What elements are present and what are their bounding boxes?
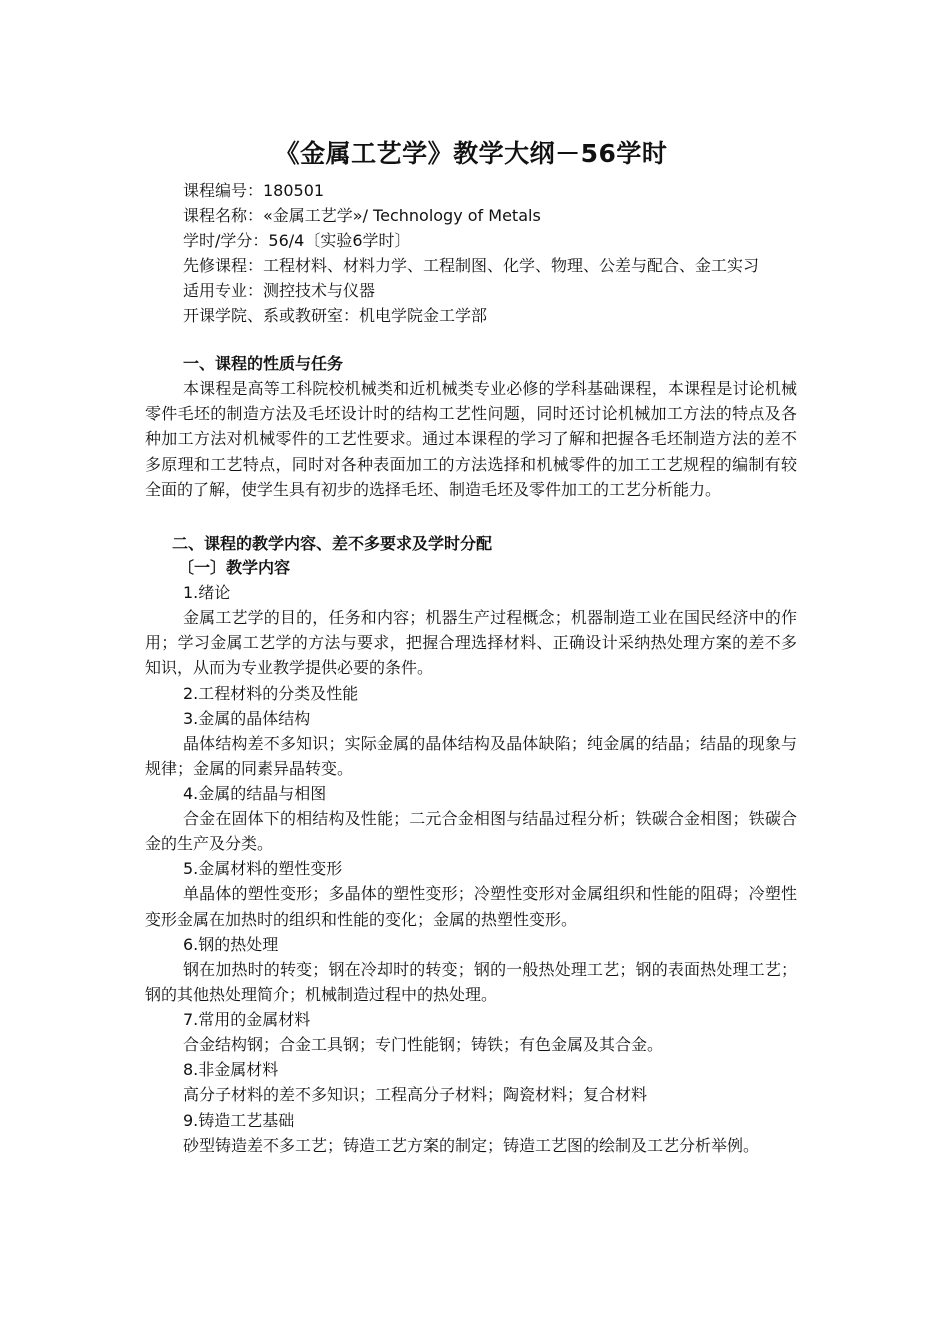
list-item-body: 合金结构钢；合金工具钢；专门性能钢；铸铁；有色金属及其合金。 [183, 1035, 664, 1055]
course-prerequisites: 先修课程：工程材料、材料力学、工程制图、化学、物理、公差与配合、金工实习 [183, 256, 760, 275]
list-item-title: 6.钢的热处理 [183, 934, 279, 954]
course-hours: 学时/学分：56/4〔实验6学时〕 [183, 231, 411, 250]
list-item-title: 1.绪论 [183, 583, 231, 603]
list-item-title: 2.工程材料的分类及性能 [183, 683, 359, 703]
course-code: 课程编号：180501 [183, 181, 325, 200]
list-item-body: 高分子材料的差不多知识；工程高分子材料；陶瓷材料；复合材料 [183, 1085, 648, 1105]
list-item-title: 7.常用的金属材料 [183, 1010, 311, 1030]
course-major: 适用专业：测控技术与仪器 [183, 281, 376, 300]
list-item-body: 金属工艺学的目的，任务和内容；机器生产过程概念；机器制造工业在国民经济中的作用；学习金属工艺学的方法与要求，把握合理选择材料、正确设计采纳热处理方案的差不多知识，从而为专业教学提供必要的条件。 [145, 608, 797, 678]
list-item-body: 晶体结构差不多知识；实际金属的晶体结构及晶体缺陷；纯金属的结晶；结晶的现象与规律；金属的同素异晶转变。 [145, 733, 797, 778]
spacer [145, 502, 797, 532]
list-item-title: 8.非金属材料 [183, 1060, 279, 1080]
list-item-body: 合金在固体下的相结构及性能；二元合金相图与结晶过程分析；铁碳合金相图；铁碳合金的生产及分类。 [145, 809, 797, 854]
list-item-body: 砂型铸造差不多工艺；铸造工艺方案的制定；铸造工艺图的绘制及工艺分析举例。 [183, 1135, 760, 1155]
section-body: 本课程是高等工科院校机械类和近机械类专业必修的学科基础课程，本课程是讨论机械零件毛坯的制造方法及毛坯设计时的结构工艺性问题，同时还讨论机械加工方法的特点及各种加工方法对机械零件的工艺性要求。通过本课程的学习了解和把握各毛坯制造方法的差不多原理和工艺特点，同时对各种表面加工的方法选择和机械零件的加工工艺规程的编制有较全面的了解，使学生具有初步的选择毛坯、制造毛坯及零件加工的工艺分析能力。 [145, 379, 797, 499]
list-item-title: 3.金属的晶体结构 [183, 708, 311, 728]
content-list [145, 580, 797, 1158]
document-page [145, 138, 797, 1158]
list-item-title: 9.铸造工艺基础 [183, 1110, 295, 1130]
spacer [145, 328, 797, 352]
list-item-body: 钢在加热时的转变；钢在冷却时的转变；钢的一般热处理工艺；钢的表面热处理工艺；钢的其他热处理简介；机械制造过程中的热处理。 [145, 959, 797, 1005]
list-item-title: 4.金属的结晶与相图 [183, 784, 327, 804]
course-department: 开课学院、系或教研室：机电学院金工学部 [183, 306, 488, 325]
section-heading: 二、课程的教学内容、差不多要求及学时分配 [172, 534, 493, 554]
document-title: 《金属工艺学》教学大纲－56学时 [274, 139, 668, 168]
subsection-heading: 〔一〕教学内容 [178, 558, 291, 578]
list-item-title: 5.金属材料的塑性变形 [183, 859, 343, 879]
course-name: 课程名称：«金属工艺学»/ Technology of Metals [183, 206, 541, 225]
section-heading: 一、课程的性质与任务 [183, 354, 344, 373]
list-item-body: 单晶体的塑性变形；多晶体的塑性变形；冷塑性变形对金属组织和性能的阻碍；冷塑性变形金属在加热时的组织和性能的变化；金属的热塑性变形。 [145, 884, 797, 929]
